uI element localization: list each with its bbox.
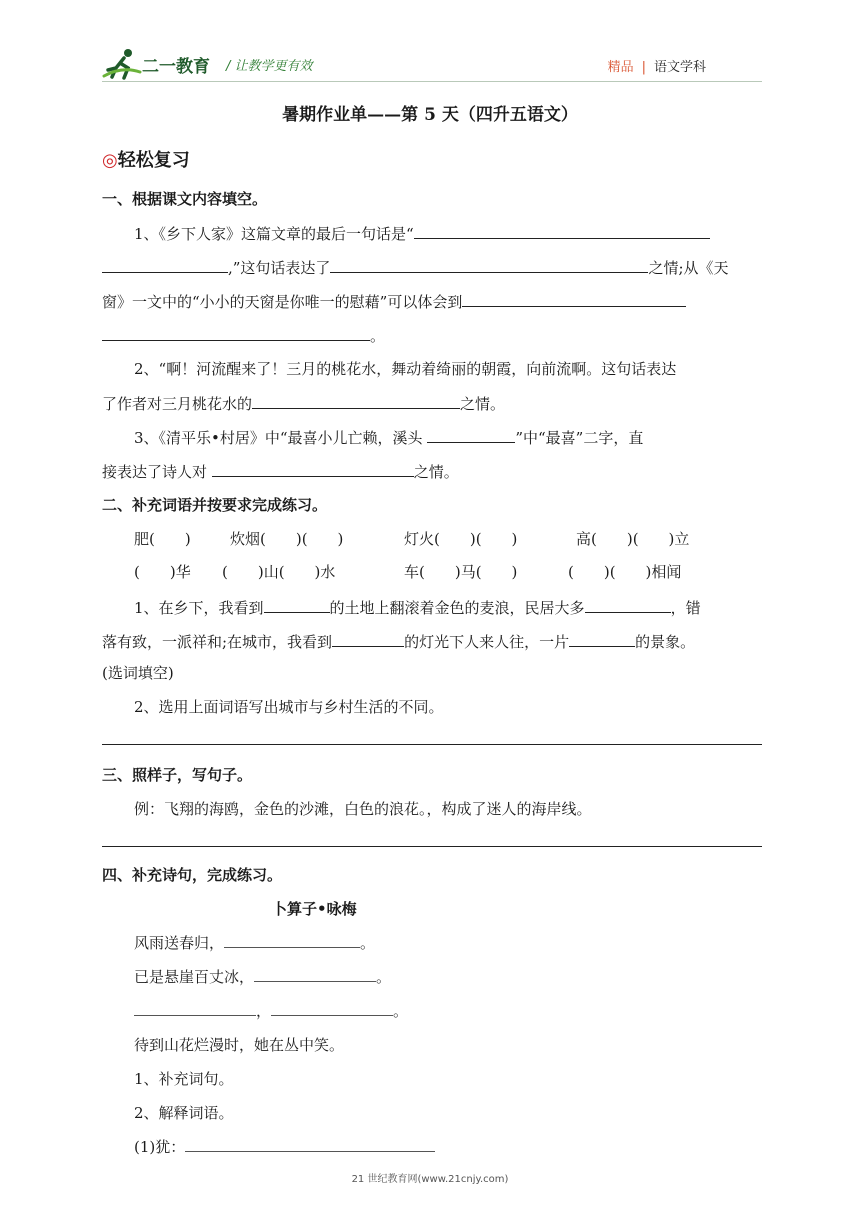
word-fill-1: 肥( )	[134, 530, 191, 548]
q4-sub-3: (1)犹：	[134, 1136, 435, 1157]
word-fill-4: 高( )( )立	[576, 530, 690, 548]
q3-heading: 三、照样子，写句子。	[102, 766, 253, 784]
answer-blank[interactable]	[185, 1137, 435, 1152]
poem-title: 卜算子•咏梅	[272, 900, 357, 918]
q1-line-6: 了作者对三月桃花水的 之情。	[102, 392, 505, 414]
section-bullet: ◎	[102, 150, 118, 171]
q1-line-3: 窗》一文中的“小小的天窗是你唯一的慰藉”可以体会到	[102, 290, 686, 312]
q2-line-1: 1、在乡下，我看到 的土地上翻滚着金色的麦浪，民居大多 ，错	[134, 596, 701, 618]
q1-line-5: 2、“啊！河流醒来了！三月的桃花水，舞动着绮丽的朝霞，向前流啊。这句话表达	[134, 360, 677, 378]
word-fill-7: 车( )马( )	[404, 563, 518, 581]
page-title: 暑期作业单——第 5 天（四升五语文）	[282, 105, 578, 125]
q4-sub-1: 1、补充词句。	[134, 1070, 234, 1088]
answer-blank[interactable]	[462, 290, 686, 307]
answer-blank[interactable]	[332, 630, 404, 647]
answer-blank[interactable]	[254, 967, 376, 982]
answer-blank[interactable]	[102, 324, 370, 341]
header-divider	[102, 81, 762, 82]
q1-heading: 一、根据课文内容填空。	[102, 190, 268, 208]
answer-blank[interactable]	[330, 256, 648, 273]
slogan: / 让教学更有效	[226, 59, 313, 74]
word-fill-2: 炊烟( )( )	[230, 530, 344, 548]
logo-text: 二一教育	[142, 57, 210, 77]
q2-heading: 二、补充词语并按要求完成练习。	[102, 496, 328, 514]
answer-blank[interactable]	[252, 392, 460, 409]
q1-line-8: 接表达了诗人对 之情。	[102, 460, 459, 482]
section-label: 轻松复习	[117, 150, 190, 171]
answer-blank[interactable]	[264, 596, 330, 613]
answer-blank[interactable]	[427, 426, 515, 443]
q3-example: 例：飞翔的海鸥，金色的沙滩，白色的浪花。，构成了迷人的海岸线。	[134, 800, 592, 818]
q1-line-1: 1、《乡下人家》这篇文章的最后一句话是“	[134, 222, 710, 244]
q1-line-7: 3、《清平乐•村居》中“最喜小儿亡赖，溪头 ”中“最喜”二字，直	[134, 426, 643, 448]
poem-line-3: ， 。	[134, 1000, 408, 1021]
poem-line-2: 已是悬崖百丈冰， 。	[134, 968, 392, 986]
answer-blank[interactable]	[414, 222, 710, 239]
answer-line[interactable]	[102, 846, 762, 847]
q2-line-2: 落有致，一派祥和;在城市，我看到 的灯光下人来人往，一片 的景象。	[102, 630, 695, 652]
header-right	[608, 56, 706, 75]
answer-blank[interactable]	[134, 1001, 256, 1016]
q2-line-3: (选词填空)	[102, 664, 174, 682]
answer-blank[interactable]	[102, 256, 228, 273]
answer-blank[interactable]	[585, 596, 671, 613]
answer-blank[interactable]	[569, 630, 635, 647]
q1-line-4: 。	[102, 324, 385, 346]
subject-label: 语文学科	[653, 60, 706, 75]
quality-label: 精品	[607, 60, 634, 75]
page-footer: 21 世纪教育网(www.21cnjy.com)	[351, 1174, 509, 1185]
page-header	[102, 46, 762, 86]
poem-line-1: 风雨送春归， 。	[134, 934, 376, 952]
answer-blank[interactable]	[224, 933, 360, 948]
q4-heading: 四、补充诗句，完成练习。	[102, 866, 283, 884]
word-fill-6: ( )山( )水	[222, 563, 336, 581]
word-fill-5: ( )华	[134, 563, 191, 581]
q4-sub-2: 2、解释词语。	[134, 1104, 234, 1122]
q2-line-4: 2、选用上面词语写出城市与乡村生活的不同。	[134, 698, 444, 716]
header-separator: |	[641, 60, 646, 75]
q1-line-2: ,”这句话表达了 之情;从《天	[102, 256, 729, 278]
word-fill-8: ( )( )相闻	[568, 563, 682, 581]
word-fill-3: 灯火( )( )	[404, 530, 518, 548]
answer-blank[interactable]	[212, 460, 414, 477]
poem-line-4: 待到山花烂漫时，她在丛中笑。	[134, 1036, 345, 1054]
answer-line[interactable]	[102, 744, 762, 745]
section-heading	[102, 146, 190, 172]
answer-blank[interactable]	[271, 1001, 393, 1016]
